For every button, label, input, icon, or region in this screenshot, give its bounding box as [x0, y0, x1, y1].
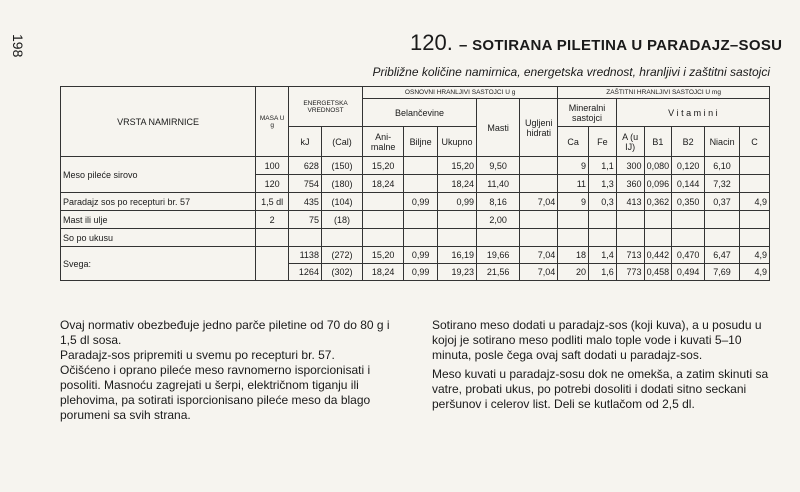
cell-ukupno: 19,23 — [438, 264, 477, 281]
header-niacin: Niacin — [705, 127, 740, 157]
cell-masti: 2,00 — [477, 211, 520, 229]
header-c: C — [740, 127, 770, 157]
page-number: 198 — [10, 34, 26, 58]
header-masa: MASA U g — [256, 87, 289, 157]
cell-a — [616, 229, 644, 247]
header-masti: Masti — [477, 99, 520, 157]
cell-c — [740, 157, 770, 175]
cell-niacin: 7,32 — [705, 175, 740, 193]
cell-b1 — [644, 211, 672, 229]
cell-kj — [289, 229, 322, 247]
cell-masa: 120 — [256, 175, 289, 193]
cell-kj: 754 — [289, 175, 322, 193]
paragraph: Ovaj normativ obezbeđuje jedno parče piletine od 70 do 80 g i 1,5 dl sosa. — [60, 318, 390, 347]
cell-cal: (302) — [321, 264, 362, 281]
header-mineralni: Mineralni sastojci — [558, 99, 617, 127]
cell-animalne: 18,24 — [363, 264, 404, 281]
cell-masti: 21,56 — [477, 264, 520, 281]
header-zastitni: ZAŠTITNI HRANLJIVI SASTOJCI U mg — [558, 87, 770, 99]
cell-a: 360 — [616, 175, 644, 193]
cell-animalne — [363, 229, 404, 247]
paragraph: Očišćeno i oprano pileće meso ravnomerno isporcionisati i posoliti. Masnoću zagrejati u šerpi, električnom tiganju ili plehovima, pa sotirati isporcionisano pileće meso da blago porumeni sa svih strana. — [60, 363, 371, 422]
cell-fe: 1,6 — [589, 264, 617, 281]
cell-niacin: 7,69 — [705, 264, 740, 281]
cell-biljne: 0,99 — [404, 247, 438, 264]
row-name: Paradajz sos po recepturi br. 57 — [61, 193, 256, 211]
cell-b1: 0,362 — [644, 193, 672, 211]
cell-c: 4,9 — [740, 247, 770, 264]
cell-niacin: 6,10 — [705, 157, 740, 175]
cell-niacin — [705, 211, 740, 229]
cell-b2: 0,144 — [672, 175, 705, 193]
cell-cal: (150) — [321, 157, 362, 175]
cell-ukupno — [438, 229, 477, 247]
recipe-number: 120. — [410, 30, 453, 55]
cell-cal — [321, 229, 362, 247]
cell-b1: 0,442 — [644, 247, 672, 264]
cell-biljne — [404, 229, 438, 247]
paragraph: Meso kuvati u paradajz-sosu dok ne omekša, a zatim skinuti sa vatre, probati ukus, po potrebi dosoliti i dodati sitno seckani peršunov i celerov list. Deli se kutlačom od 2,5 dl. — [432, 367, 769, 411]
header-b1: B1 — [644, 127, 672, 157]
cell-fe: 1,4 — [589, 247, 617, 264]
cell-b1: 0,080 — [644, 157, 672, 175]
cell-kj: 75 — [289, 211, 322, 229]
cell-animalne: 15,20 — [363, 157, 404, 175]
cell-cal: (104) — [321, 193, 362, 211]
header-belancevine: Belančevine — [363, 99, 477, 127]
header-ca: Ca — [558, 127, 589, 157]
cell-cal: (18) — [321, 211, 362, 229]
cell-c: 4,9 — [740, 193, 770, 211]
cell-biljne — [404, 175, 438, 193]
row-name: So po ukusu — [61, 229, 256, 247]
header-ugljeni: Ugljeni hidrati — [520, 99, 558, 157]
header-vrsta: VRSTA NAMIRNICE — [61, 87, 256, 157]
cell-fe — [589, 229, 617, 247]
cell-c — [740, 211, 770, 229]
cell-kj: 628 — [289, 157, 322, 175]
cell-animalne: 18,24 — [363, 175, 404, 193]
cell-c: 4,9 — [740, 264, 770, 281]
cell-b2 — [672, 211, 705, 229]
cell-kj: 1264 — [289, 264, 322, 281]
cell-ca: 18 — [558, 247, 589, 264]
cell-b2 — [672, 229, 705, 247]
cell-fe: 1,1 — [589, 157, 617, 175]
cell-ugljeni — [520, 157, 558, 175]
row-name: Mast ili ulje — [61, 211, 256, 229]
cell-cal: (272) — [321, 247, 362, 264]
instructions-left — [60, 318, 405, 423]
cell-a: 413 — [616, 193, 644, 211]
header-a: A (u IJ) — [616, 127, 644, 157]
cell-b2: 0,494 — [672, 264, 705, 281]
cell-masa: 1,5 dl — [256, 193, 289, 211]
cell-niacin: 6,47 — [705, 247, 740, 264]
cell-masti: 9,50 — [477, 157, 520, 175]
totals-row — [61, 247, 770, 264]
header-b2: B2 — [672, 127, 705, 157]
cell-fe: 0,3 — [589, 193, 617, 211]
cell-a: 773 — [616, 264, 644, 281]
cell-niacin — [705, 229, 740, 247]
cell-ca: 20 — [558, 264, 589, 281]
cell-b2: 0,470 — [672, 247, 705, 264]
cell-animalne: 15,20 — [363, 247, 404, 264]
header-ukupno: Ukupno — [438, 127, 477, 157]
cell-masa — [256, 229, 289, 247]
cell-kj: 435 — [289, 193, 322, 211]
cell-b2: 0,120 — [672, 157, 705, 175]
cell-masa — [256, 247, 289, 281]
header-vitamini: V i t a m i n i — [616, 99, 769, 127]
cell-ca — [558, 211, 589, 229]
cell-ukupno: 0,99 — [438, 193, 477, 211]
cell-a: 713 — [616, 247, 644, 264]
recipe-name: – SOTIRANA PILETINA U PARADAJZ–SOSU — [458, 37, 783, 54]
table-row — [61, 211, 770, 229]
cell-masti — [477, 229, 520, 247]
cell-ugljeni — [520, 229, 558, 247]
nutrition-table — [60, 86, 770, 281]
table-row — [61, 193, 770, 211]
cell-fe — [589, 211, 617, 229]
cell-ca: 9 — [558, 193, 589, 211]
cell-biljne — [404, 157, 438, 175]
cell-b1: 0,458 — [644, 264, 672, 281]
cell-cal: (180) — [321, 175, 362, 193]
cell-b1: 0,096 — [644, 175, 672, 193]
cell-c — [740, 175, 770, 193]
cell-masti: 19,66 — [477, 247, 520, 264]
cell-a: 300 — [616, 157, 644, 175]
cell-ca — [558, 229, 589, 247]
header-animalne: Ani- malne — [363, 127, 404, 157]
cell-ugljeni — [520, 211, 558, 229]
svega-label: Svega: — [61, 247, 256, 281]
cell-ugljeni — [520, 175, 558, 193]
row-name: Meso pileće sirovo — [61, 157, 256, 193]
cell-b2: 0,350 — [672, 193, 705, 211]
recipe-title — [410, 30, 782, 56]
cell-ukupno: 18,24 — [438, 175, 477, 193]
table-row — [61, 229, 770, 247]
cell-biljne — [404, 211, 438, 229]
table-row — [61, 157, 770, 175]
cell-a — [616, 211, 644, 229]
cell-biljne: 0,99 — [404, 264, 438, 281]
paragraph: Paradajz-sos pripremiti u svemu po recepturi br. 57. — [60, 348, 335, 362]
cell-ca: 11 — [558, 175, 589, 193]
cell-animalne — [363, 193, 404, 211]
instructions-right — [432, 318, 777, 412]
header-osnovni: OSNOVNI HRANLJIVI SASTOJCI U g — [363, 87, 558, 99]
cell-biljne: 0,99 — [404, 193, 438, 211]
header-fe: Fe — [589, 127, 617, 157]
cell-ukupno — [438, 211, 477, 229]
cell-masa: 2 — [256, 211, 289, 229]
cell-c — [740, 229, 770, 247]
cell-masti: 11,40 — [477, 175, 520, 193]
cell-ukupno: 16,19 — [438, 247, 477, 264]
header-kj: kJ — [289, 127, 322, 157]
header-biljne: Biljne — [404, 127, 438, 157]
cell-ugljeni: 7,04 — [520, 264, 558, 281]
cell-ugljeni: 7,04 — [520, 247, 558, 264]
cell-ugljeni: 7,04 — [520, 193, 558, 211]
cell-ukupno: 15,20 — [438, 157, 477, 175]
table-subtitle: Približne količine namirnica, energetska vrednost, hranljivi i zaštitni sastojci — [372, 65, 770, 79]
paragraph: Sotirano meso dodati u paradajz-sos (koji kuva), a u posudu u kojoj je sotirano meso podliti malo tople vode i kuvati 5–10 minuta, posle čega ovaj saft dodati u paradajz-sos. — [432, 318, 762, 362]
cell-ca: 9 — [558, 157, 589, 175]
cell-animalne — [363, 211, 404, 229]
cell-b1 — [644, 229, 672, 247]
cell-fe: 1,3 — [589, 175, 617, 193]
cell-masti: 8,16 — [477, 193, 520, 211]
cell-masa: 100 — [256, 157, 289, 175]
header-cal: (Cal) — [321, 127, 362, 157]
cell-kj: 1138 — [289, 247, 322, 264]
header-energetska: ENERGETSKA VREDNOST — [289, 87, 363, 127]
cell-niacin: 0,37 — [705, 193, 740, 211]
